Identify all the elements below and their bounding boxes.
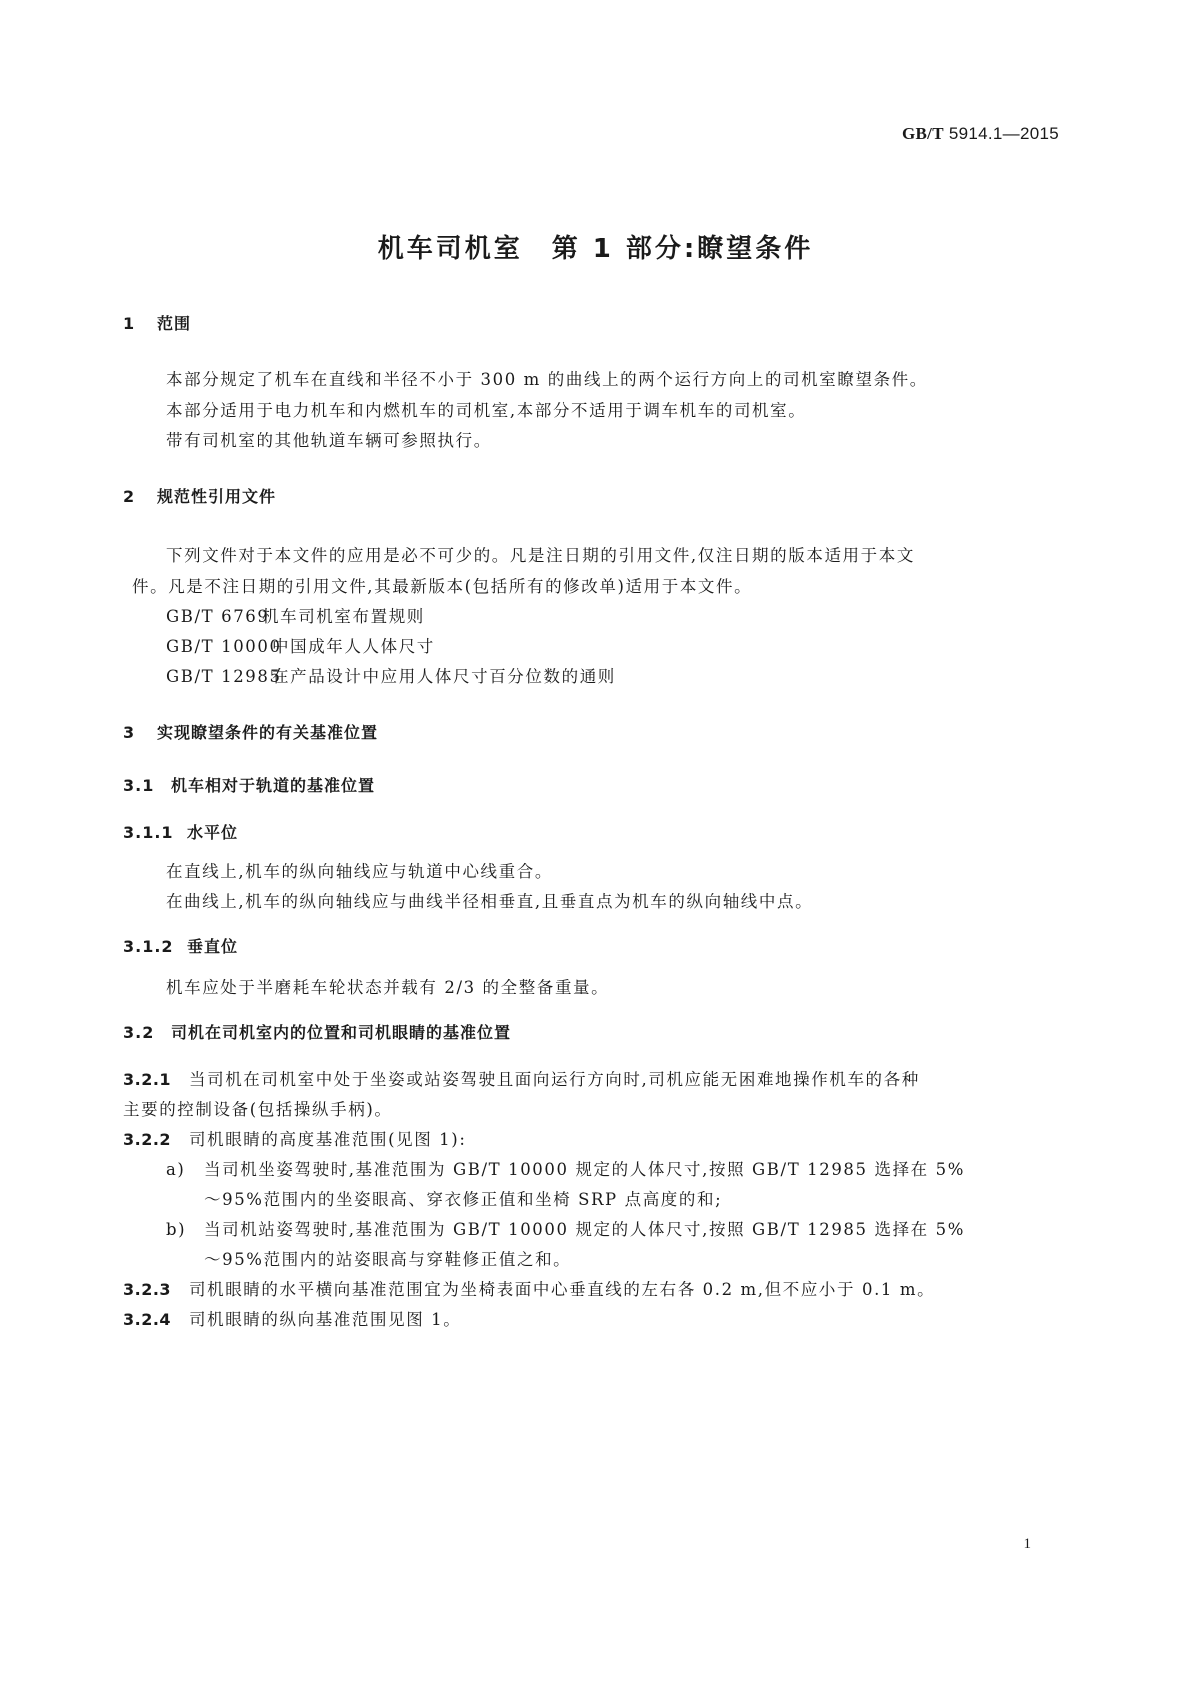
standard-prefix: GB/T bbox=[902, 124, 944, 143]
paragraph: 在直线上,机车的纵向轴线应与轨道中心线重合。 bbox=[166, 862, 553, 881]
section-number: 3.2 bbox=[123, 1023, 155, 1042]
list-continuation: ～95%范围内的坐姿眼高、穿衣修正值和坐椅 SRP 点高度的和; bbox=[204, 1190, 723, 1209]
clause-number: 3.2.1 bbox=[123, 1070, 172, 1089]
section-title: 规范性引用文件 bbox=[157, 487, 277, 506]
list-continuation: ～95%范围内的站姿眼高与穿鞋修正值之和。 bbox=[204, 1250, 572, 1269]
clause-text: 司机眼睛的水平横向基准范围宜为坐椅表面中心垂直线的左右各 0.2 m,但不应小于 0.1 m。 bbox=[189, 1280, 936, 1299]
list-text: 当司机坐姿驾驶时,基准范围为 GB/T 10000 规定的人体尺寸,按照 GB/T 12985 选择在 5% bbox=[204, 1160, 965, 1179]
section-title: 范围 bbox=[157, 314, 192, 333]
section-title: 实现瞭望条件的有关基准位置 bbox=[157, 723, 379, 742]
section-3-1-heading bbox=[123, 773, 375, 796]
list-item-b bbox=[166, 1216, 965, 1240]
list-label: a) bbox=[166, 1160, 186, 1179]
paragraph: 在曲线上,机车的纵向轴线应与曲线半径相垂直,且垂直点为机车的纵向轴线中点。 bbox=[166, 892, 814, 911]
section-number: 3.1.1 bbox=[123, 823, 174, 842]
paragraph: 机车应处于半磨耗车轮状态并载有 2/3 的全整备重量。 bbox=[166, 978, 610, 997]
section-1-heading bbox=[123, 311, 191, 334]
reference-title: 中国成年人人体尺寸 bbox=[272, 637, 435, 656]
standard-code: 5914.1—2015 bbox=[948, 124, 1059, 143]
list-text: 当司机站姿驾驶时,基准范围为 GB/T 10000 规定的人体尺寸,按照 GB/T 12985 选择在 5% bbox=[204, 1220, 965, 1239]
paragraph: 下列文件对于本文件的应用是必不可少的。凡是注日期的引用文件,仅注日期的版本适用于本文 bbox=[166, 546, 915, 565]
clause-text: 司机眼睛的纵向基准范围见图 1。 bbox=[189, 1310, 462, 1329]
section-3-1-1-heading bbox=[123, 820, 238, 843]
clause-text: 司机眼睛的高度基准范围(见图 1): bbox=[189, 1130, 467, 1149]
section-title: 司机在司机室内的位置和司机眼睛的基准位置 bbox=[171, 1023, 512, 1042]
standard-number bbox=[902, 124, 1059, 144]
section-3-heading bbox=[123, 720, 378, 743]
section-title: 垂直位 bbox=[187, 937, 239, 956]
section-3-2-heading bbox=[123, 1020, 511, 1043]
reference-item bbox=[166, 633, 435, 657]
clause-continuation: 主要的控制设备(包括操纵手柄)。 bbox=[123, 1100, 393, 1119]
section-number: 3.1.2 bbox=[123, 937, 174, 956]
section-3-1-2-heading bbox=[123, 934, 238, 957]
clause-3-2-2 bbox=[123, 1126, 466, 1150]
section-number: 3.1 bbox=[123, 776, 155, 795]
clause-number: 3.2.2 bbox=[123, 1130, 172, 1149]
clause-3-2-3 bbox=[123, 1276, 935, 1300]
document-title: 机车司机室 第 1 部分:瞭望条件 bbox=[377, 234, 814, 264]
clause-number: 3.2.3 bbox=[123, 1280, 172, 1299]
paragraph: 件。凡是不注日期的引用文件,其最新版本(包括所有的修改单)适用于本文件。 bbox=[132, 577, 753, 596]
section-title: 水平位 bbox=[187, 823, 239, 842]
clause-number: 3.2.4 bbox=[123, 1310, 172, 1329]
clause-3-2-4 bbox=[123, 1306, 461, 1330]
paragraph: 带有司机室的其他轨道车辆可参照执行。 bbox=[166, 431, 492, 450]
section-number: 1 bbox=[123, 314, 136, 333]
reference-code: GB/T 12985 bbox=[166, 667, 282, 686]
page-number: 1 bbox=[1023, 1536, 1031, 1552]
list-label: b) bbox=[166, 1220, 187, 1239]
section-title: 机车相对于轨道的基准位置 bbox=[171, 776, 376, 795]
reference-item bbox=[166, 663, 616, 687]
clause-3-2-1 bbox=[123, 1066, 920, 1090]
clause-text: 当司机在司机室中处于坐姿或站姿驾驶且面向运行方向时,司机应能无困难地操作机车的各种 bbox=[189, 1070, 920, 1089]
list-item-a bbox=[166, 1156, 965, 1180]
section-2-heading bbox=[123, 484, 276, 507]
reference-item bbox=[166, 603, 425, 627]
reference-code: GB/T 10000 bbox=[166, 637, 282, 656]
reference-code: GB/T 6769 bbox=[166, 607, 270, 626]
reference-title: 机车司机室布置规则 bbox=[262, 607, 425, 626]
section-number: 2 bbox=[123, 487, 136, 506]
section-number: 3 bbox=[123, 723, 136, 742]
paragraph: 本部分规定了机车在直线和半径不小于 300 m 的曲线上的两个运行方向上的司机室瞭望条件。 bbox=[166, 370, 928, 389]
paragraph: 本部分适用于电力机车和内燃机车的司机室,本部分不适用于调车机车的司机室。 bbox=[166, 401, 807, 420]
reference-title: 在产品设计中应用人体尺寸百分位数的通则 bbox=[272, 667, 616, 686]
